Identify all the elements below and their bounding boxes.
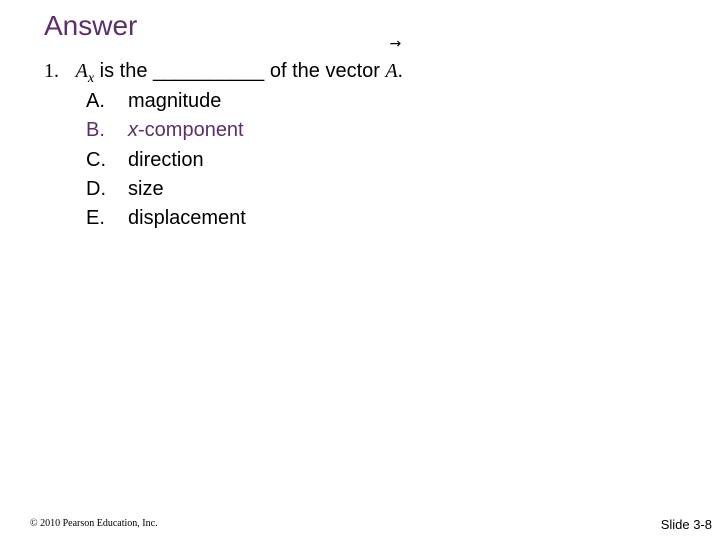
option-text: displacement (128, 207, 246, 230)
option-letter: A. (86, 90, 105, 113)
option-d (86, 175, 246, 204)
option-letter: E. (86, 207, 105, 230)
question-line (44, 36, 403, 87)
slide-title: Answer (44, 10, 138, 41)
option-b-correct (86, 116, 246, 145)
question-number: 1. (44, 60, 59, 82)
option-letter: D. (86, 178, 106, 201)
copyright-footer: © 2010 Pearson Education, Inc. (30, 518, 158, 529)
option-e (86, 204, 246, 233)
answer-options (86, 87, 246, 233)
component-symbol: $A_x$ (75, 60, 95, 86)
slide-number: Slide 3-8 (660, 517, 712, 532)
option-letter: C. (86, 148, 106, 171)
option-text: direction (128, 148, 204, 171)
option-text: magnitude (128, 90, 222, 113)
option-a (86, 87, 246, 116)
option-letter: B. (86, 119, 105, 142)
option-c (86, 146, 246, 175)
option-text: size (128, 178, 164, 201)
vector-symbol: → A (385, 36, 402, 82)
question-text-after: of the vector (269, 60, 380, 82)
vector-arrow-icon: → (389, 36, 402, 52)
option-text: x-component (128, 119, 244, 142)
question-text-before: is the (99, 60, 148, 82)
question-end: . (397, 60, 403, 82)
answer-blank: __________ (153, 60, 265, 82)
